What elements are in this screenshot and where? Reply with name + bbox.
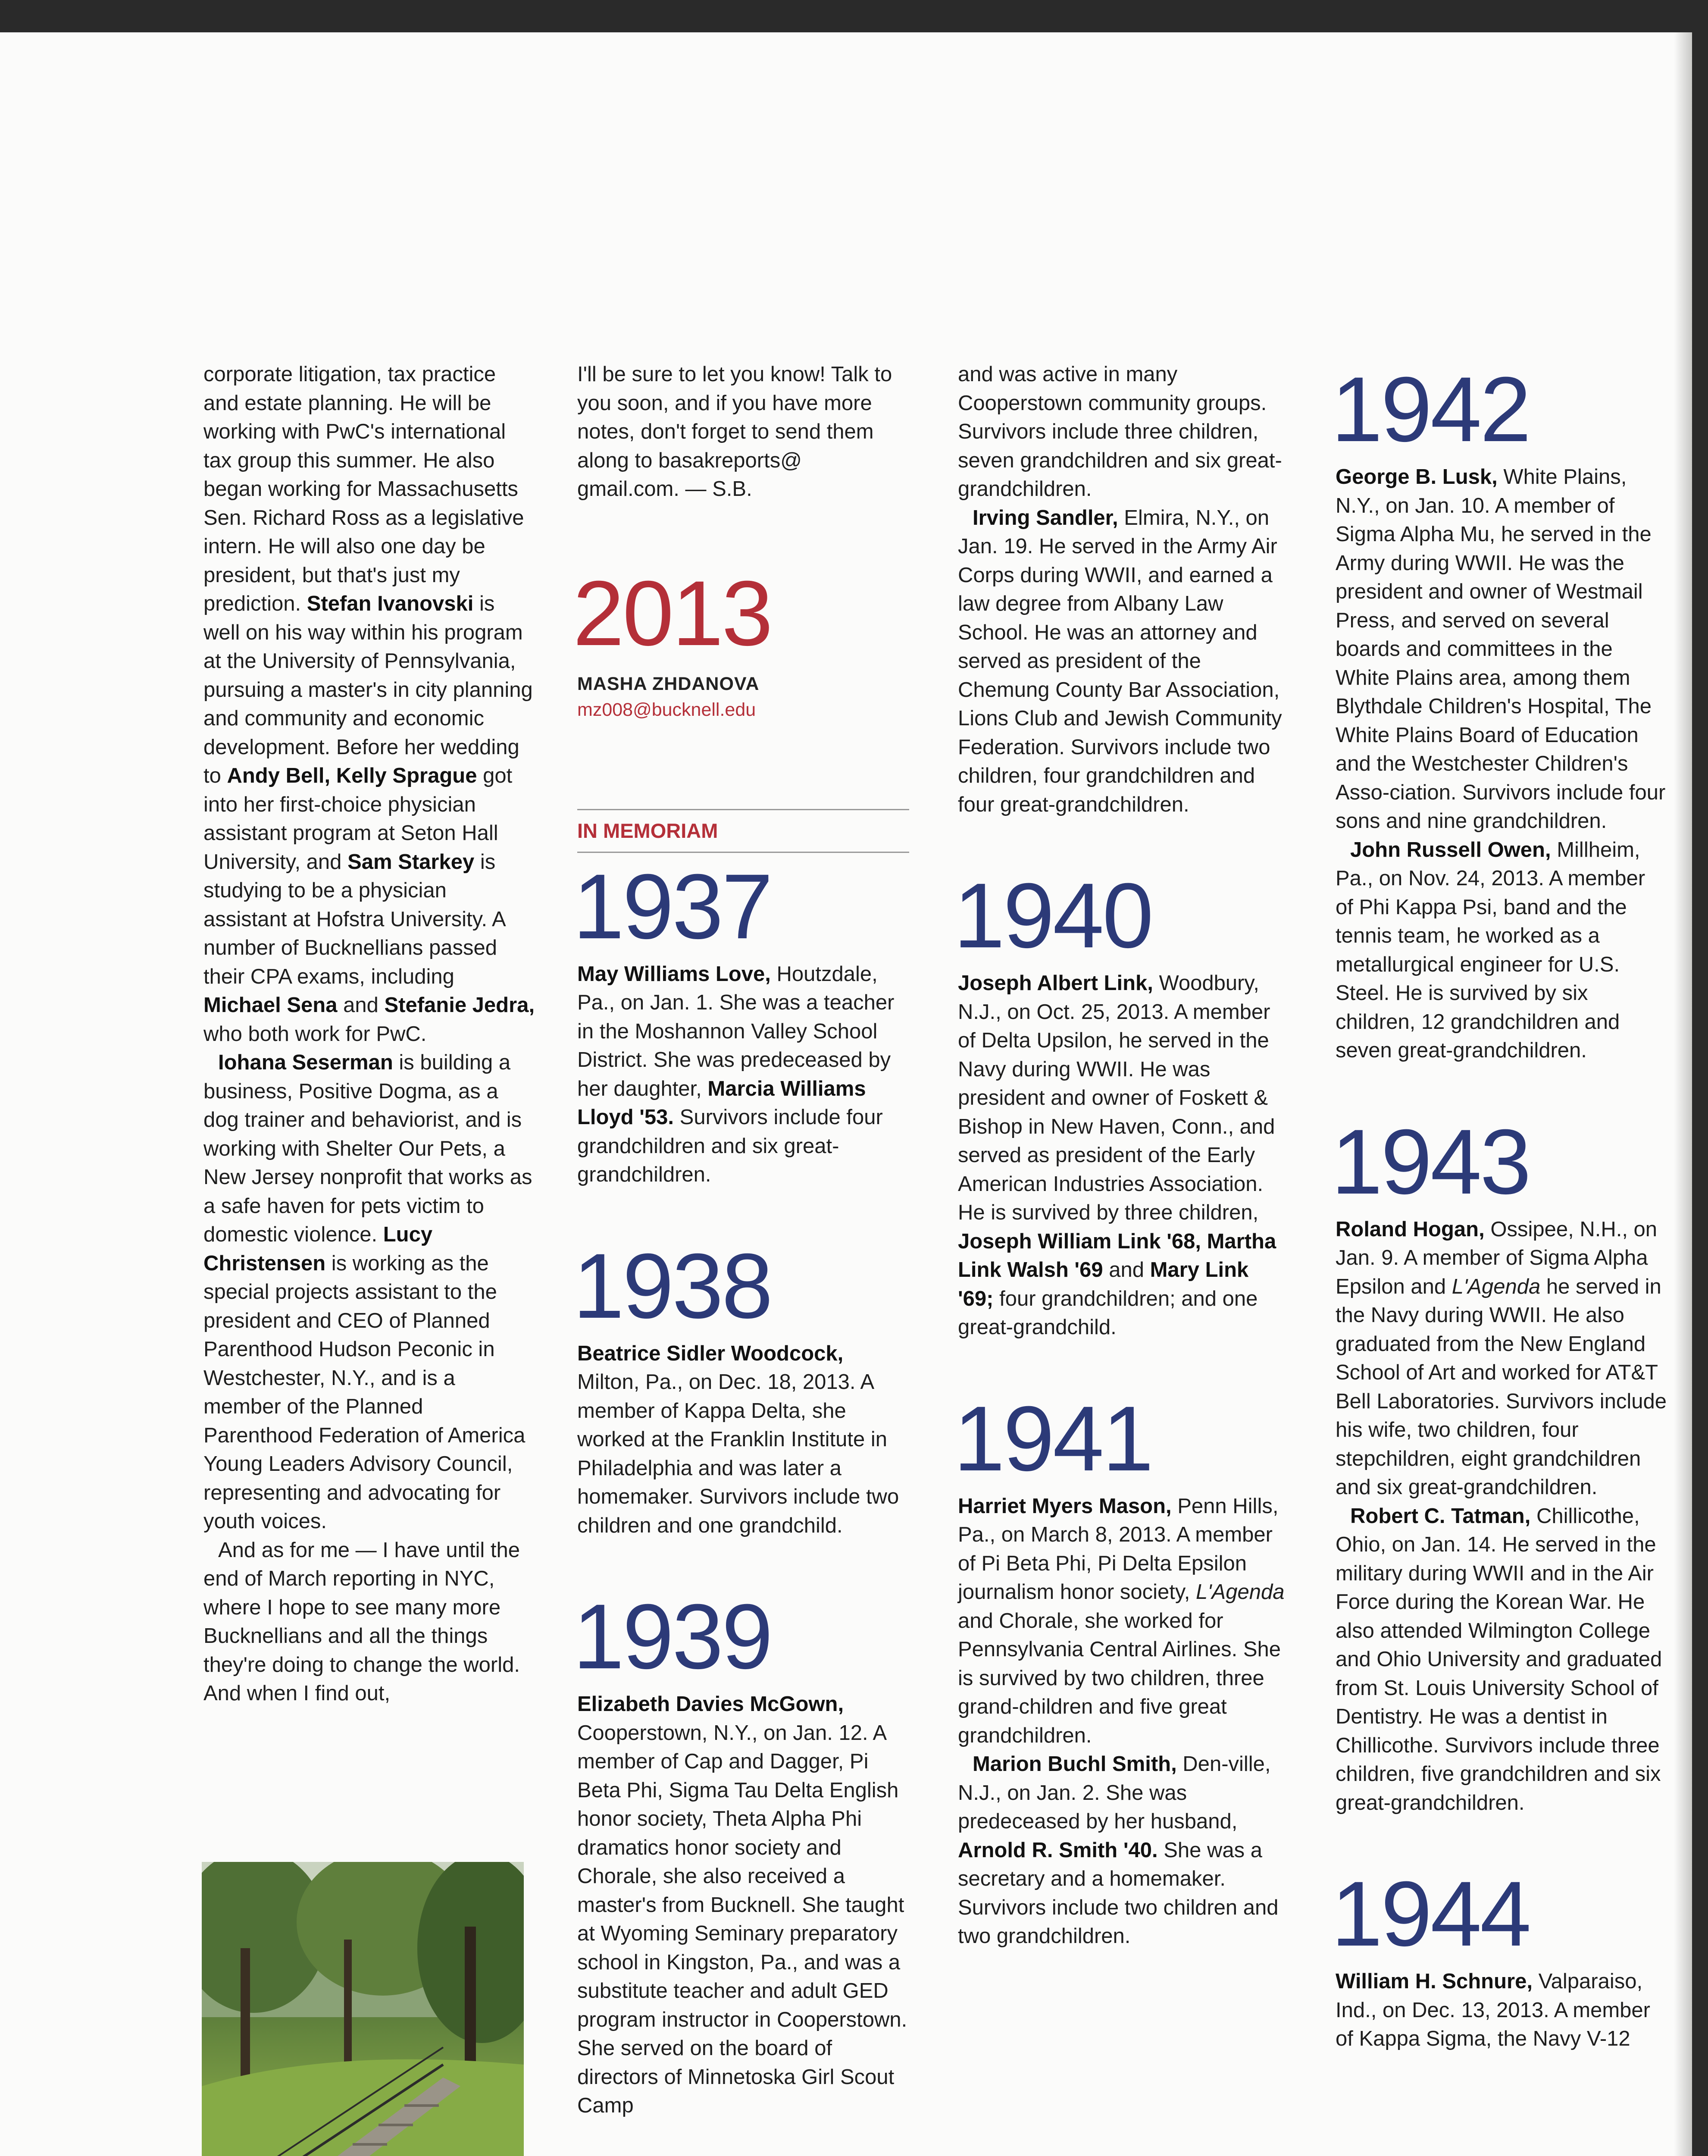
obituary: Robert C. Tatman, Chillicothe, Ohio, on Jan. 14. He served in the military during WWII and in the Air Force during the Korean War. He also attended Wilmington College and Ohio University and graduated from St. Louis University School of Dentistry. He was a dentist in Chillicothe. Survivors include three children, five grandchildren and six great-grandchildren. xyxy=(1336,1504,1662,1814)
person-name: Marion Buchl Smith, xyxy=(973,1752,1177,1776)
obituary: Elizabeth Davies McGown, Cooperstown, N.Y., on Jan. 12. A member of Cap and Dagger, Pi Beta Phi, Sigma Tau Delta English honor society, Theta Alpha Phi dramatics honor society and Chorale, she also received a master's from Bucknell. She taught at Wyoming Seminary preparatory school in Kingston, Pa., and was a substitute teacher and adult GED program instructor in Cooperstown. She served on the board of directors of Minnetoska Girl Scout Camp xyxy=(577,1692,907,2117)
person-name: Marcia Williams Lloyd '53. xyxy=(577,1077,866,1129)
person-name: Irving Sandler, xyxy=(973,506,1118,530)
column-4 xyxy=(1331,358,1667,2053)
obituary: and was active in many Cooperstown community groups. Survivors include three children, seven grandchildren and six great-grandchildren. xyxy=(958,363,1282,501)
person-name: Mary Link '69; xyxy=(958,1258,1249,1310)
person-name: William H. Schnure, xyxy=(1336,1970,1533,1993)
person-name: John Russell Owen, xyxy=(1350,838,1551,862)
person-name: Joseph Albert Link, xyxy=(958,971,1153,995)
correspondent-name: MASHA ZHDANOVA xyxy=(577,673,760,694)
person-name: Iohana Seserman xyxy=(218,1051,393,1074)
column-1 xyxy=(203,360,535,1708)
column-2 xyxy=(573,360,909,2120)
person-name: Stefanie Jedra, xyxy=(384,993,535,1017)
person-name: Beatrice Sidler Woodcock, xyxy=(577,1341,844,1365)
class-year-heading: 1942 xyxy=(1331,358,1530,461)
class-year-heading: 1944 xyxy=(1331,1862,1530,1965)
obituary: John Russell Owen, Millheim, Pa., on Nov. 24, 2013. A member of Phi Kappa Psi, band and the tennis team, he worked as a metallurgical engineer for U.S. Steel. He is survived by six children, 12 grandchildren and seven great-grandchildren. xyxy=(1336,838,1645,1062)
obituary: William H. Schnure, Valparaiso, Ind., on Dec. 13, 2013. A member of Kappa Sigma, the Navy V-12 xyxy=(1336,1970,1650,2050)
class-year-heading: 1938 xyxy=(573,1234,772,1338)
person-name: Joseph William Link '68, Martha Link Walsh '69 xyxy=(958,1229,1276,1282)
person-name: Robert C. Tatman, xyxy=(1350,1504,1531,1528)
class-year-heading: 1939 xyxy=(573,1585,772,1688)
person-name: George B. Lusk, xyxy=(1336,465,1498,489)
section-heading: IN MEMORIAM xyxy=(577,809,909,853)
class-notes-paragraph: And as for me — I have until the end of March reporting in NYC, where I hope to see many more Bucknellians and all the things they're doing to change the world. And when I find out, xyxy=(203,1538,520,1705)
correspondent-email[interactable]: mz008@bucknell.edu xyxy=(577,699,756,720)
class-notes-paragraph: I'll be sure to let you know! Talk to you soon, and if you have more notes, don't forget to send them along to basakreports@ gmail.com. — S.B. xyxy=(577,363,892,501)
obituary: Roland Hogan, Ossipee, N.H., on Jan. 9. A member of Sigma Alpha Epsilon and L'Agenda he served in the Navy during WWII. He also graduated from the New England School of Art and worked for AT&T Bell Laboratories. Survivors include his wife, two children, four stepchildren, eight grandchildren and six great-grandchildren. xyxy=(1336,1217,1667,1499)
obituary: Beatrice Sidler Woodcock, Milton, Pa., on Dec. 18, 2013. A member of Kappa Delta, she worked at the Franklin Institute in Philadelphia and was later a homemaker. Survivors include two children and one grandchild. xyxy=(577,1341,899,1537)
person-name: Elizabeth Davies McGown, xyxy=(577,1692,844,1716)
obituary: Irving Sandler, Elmira, N.Y., on Jan. 19. He served in the Army Air Corps during WWII, and earned a law degree from Albany Law School. He was an attorney and served as president of the Chemung County Bar Association, Lions Club and Jewish Community Federation. Survivors include two children, four grandchildren and four great-grandchildren. xyxy=(958,506,1282,816)
column-3 xyxy=(954,360,1290,1951)
person-name: Arnold R. Smith '40. xyxy=(958,1838,1158,1862)
photo-illustration xyxy=(202,1862,524,2156)
class-year-heading: 1941 xyxy=(954,1387,1152,1490)
class-notes-paragraph: Iohana Seserman is building a business, Positive Dogma, as a dog trainer and behaviorist, and is working with Shelter Our Pets, a New Jersey nonprofit that works as a safe haven for pets victim to domestic violence. Lucy Christensen is working as the special projects assistant to the president and CEO of Planned Parenthood Hudson Peconic in Westchester, N.Y., and is a member of the Planned Parenthood Federation of America Young Leaders Advisory Council, representing and advocating for youth voices. xyxy=(203,1051,532,1533)
person-name: Michael Sena xyxy=(203,993,338,1017)
class-year-heading: 1937 xyxy=(573,855,772,958)
person-name: Stefan Ivanovski xyxy=(307,592,474,615)
page-gutter-shadow xyxy=(1674,32,1692,2156)
obituary: May Williams Love, Houtzdale, Pa., on Jan. 1. She was a teacher in the Moshannon Valley School District. She was predeceased by her daughter, Marcia Williams Lloyd '53. Survivors include four grandchildren and six great-grandchildren. xyxy=(577,962,895,1186)
obituary: Joseph Albert Link, Woodbury, N.J., on Oct. 25, 2013. A member of Delta Upsilon, he served in the Navy during WWII. He was president and owner of Foskett & Bishop in New Haven, Conn., and served as president of the Early American Industries Association. He is survived by three children, Joseph William Link '68, Martha Link Walsh '69 and Mary Link '69; four grandchildren; and one great-grandchild. xyxy=(958,971,1276,1339)
obituary: Harriet Myers Mason, Penn Hills, Pa., on March 8, 2013. A member of Pi Beta Phi, Pi Delta Epsilon journalism honor society, L'Agenda and Chorale, she worked for Pennsylvania Central Airlines. She is survived by two children, three grand-children and five great grandchildren. xyxy=(958,1494,1285,1747)
person-name: Harriet Myers Mason, xyxy=(958,1494,1172,1518)
person-name: Lucy Christensen xyxy=(203,1223,433,1275)
class-year-heading: 2013 xyxy=(573,561,772,665)
class-year-heading: 1943 xyxy=(1331,1110,1530,1213)
person-name: May Williams Love, xyxy=(577,962,771,986)
class-year-heading: 1940 xyxy=(954,864,1152,967)
park-stairs-photo xyxy=(202,1862,524,2156)
obituary: Marion Buchl Smith, Den-ville, N.J., on Jan. 2. She was predeceased by her husband, Arnold R. Smith '40. She was a secretary and a homemaker. Survivors include two children and two grandchildren. xyxy=(958,1752,1279,1948)
obituary: George B. Lusk, White Plains, N.Y., on Jan. 10. A member of Sigma Alpha Mu, he served in the Army during WWII. He was the president and owner of Westmail Press, and served on several boards and committees in the White Plains area, among them Blythdale Children's Hospital, The White Plains Board of Education and the Westchester Children's Asso-ciation. Survivors include four sons and nine grandchildren. xyxy=(1336,465,1666,833)
person-name: Sam Starkey xyxy=(347,850,475,874)
person-name: Roland Hogan, xyxy=(1336,1217,1485,1241)
person-name: Andy Bell, Kelly Sprague xyxy=(227,764,477,787)
magazine-page xyxy=(0,32,1692,2156)
class-notes-paragraph: corporate litigation, tax practice and estate planning. He will be working with PwC's international tax group this summer. He also began working for Massachusetts Sen. Richard Ross as a legislative intern. He will also one day be president, but that's just my prediction. Stefan Ivanovski is well on his way within his program at the University of Pennsylvania, pursuing a master's in city planning and community and economic development. Before her wedding to Andy Bell, Kelly Sprague got into her first-choice physician assistant program at Seton Hall University, and Sam Starkey is studying to be a physician assistant at Hofstra University. A number of Bucknellians passed their CPA exams, including Michael Sena and Stefanie Jedra, who both work for PwC. xyxy=(203,363,535,1046)
